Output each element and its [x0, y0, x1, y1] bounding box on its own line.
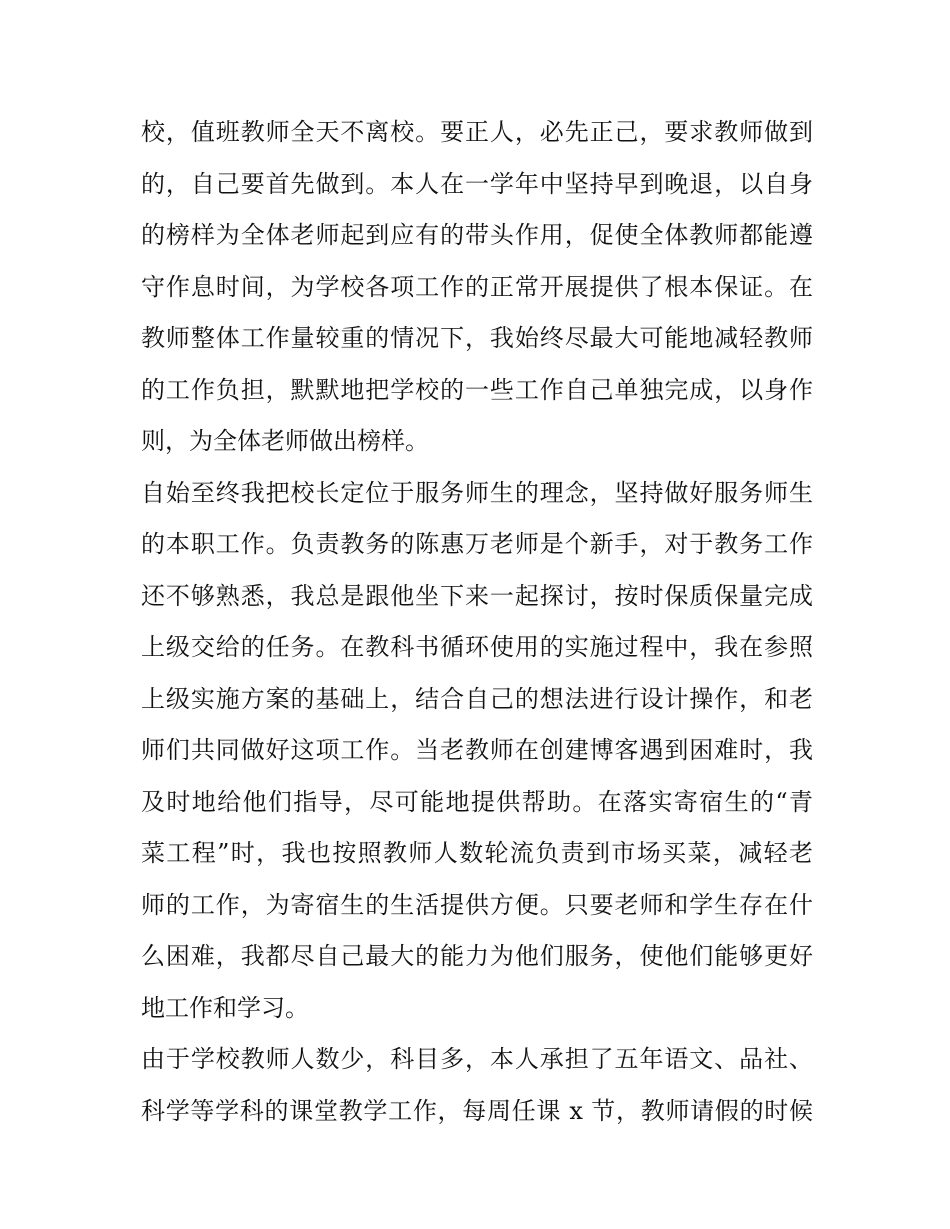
- text-line: 校，值班教师全天不离校。要正人，必先正己，要求教师做到: [141, 118, 813, 146]
- text-line: 教师整体工作量较重的情况下，我始终尽最大可能地减轻教师: [141, 324, 813, 352]
- text-line: 的工作负担，默默地把学校的一些工作自己单独完成，以身作: [141, 375, 813, 404]
- text-line: 的榜样为全体老师起到应有的带头作用，促使全体教师都能遵: [141, 221, 813, 249]
- text-line: 及时地给他们指导，尽可能地提供帮助。在落实寄宿生的“青: [141, 787, 813, 816]
- text-line: 上级实施方案的基础上，结合自己的想法进行设计操作，和老: [141, 684, 813, 713]
- document-body: [141, 107, 813, 1137]
- text-line: 地工作和学习。: [141, 993, 309, 1022]
- text-line: 师们共同做好这项工作。当老教师在创建博客遇到困难时，我: [141, 736, 813, 764]
- text-line: 菜工程”时，我也按照教师人数轮流负责到市场买菜，减轻老: [141, 839, 813, 867]
- text-line: 的，自己要首先做到。本人在一学年中坚持早到晚退，以自身: [141, 169, 813, 198]
- text-line: 师的工作，为寄宿生的生活提供方便。只要老师和学生存在什: [141, 890, 813, 919]
- text-line: 科学等学科的课堂教学工作，每周任课 x 节，教师请假的时候: [141, 1096, 813, 1125]
- text-line: 自始至终我把校长定位于服务师生的理念，坚持做好服务师生: [141, 478, 813, 507]
- text-line: 守作息时间，为学校各项工作的正常开展提供了根本保证。在: [141, 272, 813, 301]
- text-line: 么困难，我都尽自己最大的能力为他们服务，使他们能够更好: [141, 942, 813, 970]
- text-line: 由于学校教师人数少，科目多，本人承担了五年语文、品社、: [141, 1045, 813, 1073]
- text-line: 则，为全体老师做出榜样。: [141, 427, 429, 455]
- text-line: 的本职工作。负责教务的陈惠万老师是个新手，对于教务工作: [141, 530, 813, 558]
- text-line: 还不够熟悉，我总是跟他坐下来一起探讨，按时保质保量完成: [141, 581, 813, 610]
- text-line: 上级交给的任务。在教科书循环使用的实施过程中，我在参照: [141, 633, 813, 661]
